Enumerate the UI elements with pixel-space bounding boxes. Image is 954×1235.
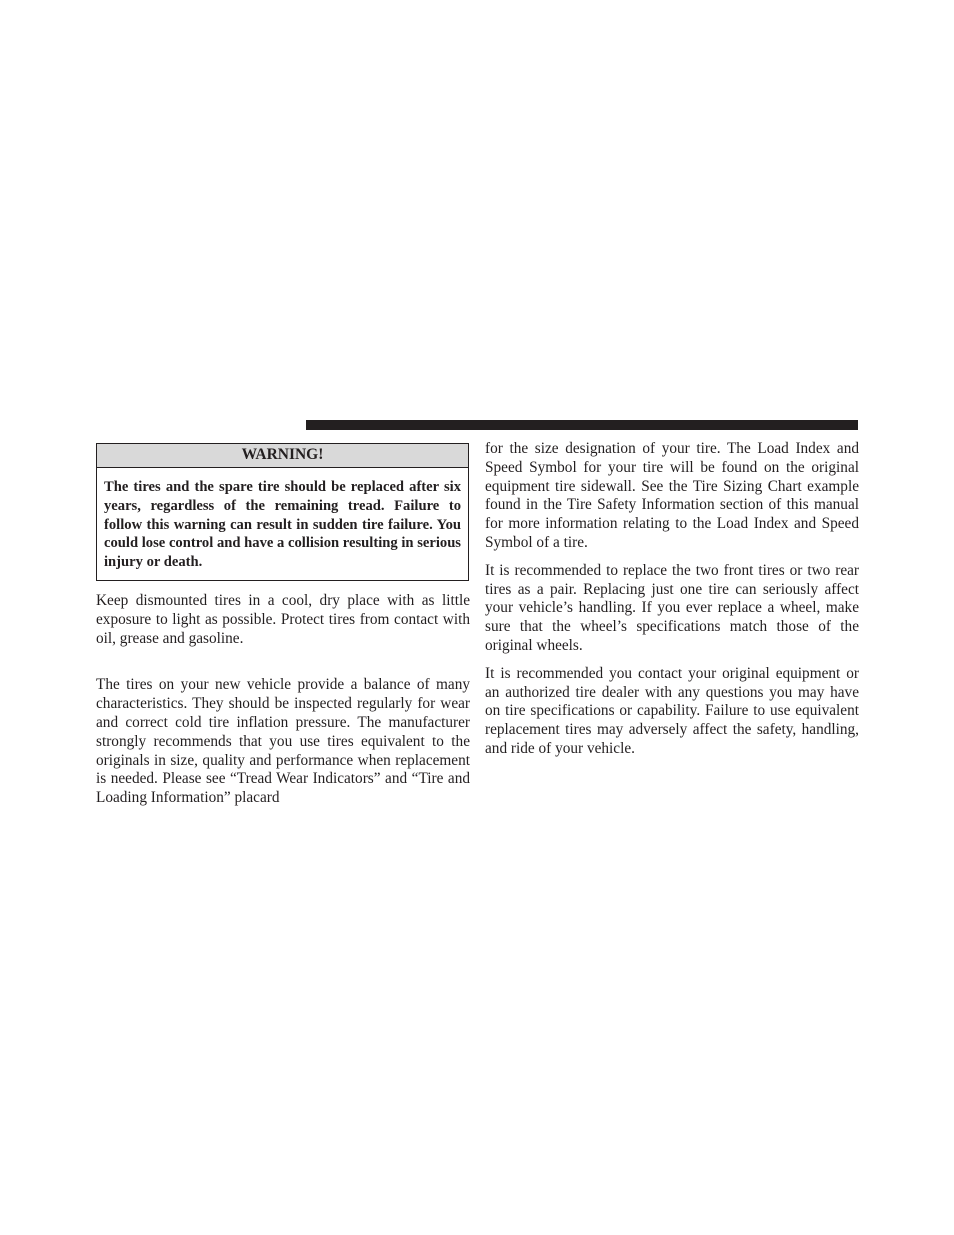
warning-title: WARNING! (97, 444, 468, 468)
warning-body: The tires and the spare tire should be replaced after six years, regardless of the remaining tread. Failure to follow this warning can result in sudden tire failure. You could lose control and have a collision resulting in serious injury or death. (104, 479, 461, 571)
left-column (96, 443, 470, 808)
warning-box (96, 443, 469, 581)
contact-dealer-paragraph: It is recommended you contact your original equipment or an authorized tire dealer with any questions you may have on tire specifications or capability. Failure to use equivalent replacement tires may adversely affect the safety, handling, and ride of your vehicle. (485, 664, 859, 757)
replace-pair-paragraph: It is recommended to replace the two front tires or two rear tires as a pair. Replacing just one tire can seriously affect your vehicle’s handling. If you ever replace a wheel, make sure that the wheel’s specifications match those of the original wheels. (485, 561, 859, 654)
storage-paragraph: Keep dismounted tires in a cool, dry place with as little exposure to light as possible. Protect tires from contact with oil, grease and gasoline. (96, 591, 470, 647)
right-column (485, 440, 859, 759)
section-header-bar (306, 420, 858, 430)
tire-balance-paragraph: The tires on your new vehicle provide a balance of many characteristics. They should be inspected regularly for wear and correct cold tire inflation pressure. The manufacturer strongly recommends that you use tires equivalent to the originals in size, quality and performance when replacement is needed. Please see “Tread Wear Indicators” and “Tire and Loading Information” placard (96, 676, 470, 807)
size-designation-paragraph: for the size designation of your tire. The Load Index and Speed Symbol for your tire will be found on the original equipment tire sidewall. See the Tire Sizing Chart example found in the Tire Safety Information section of this manual for more information relating to the Load Index and Speed Symbol of a tire. (485, 440, 859, 551)
